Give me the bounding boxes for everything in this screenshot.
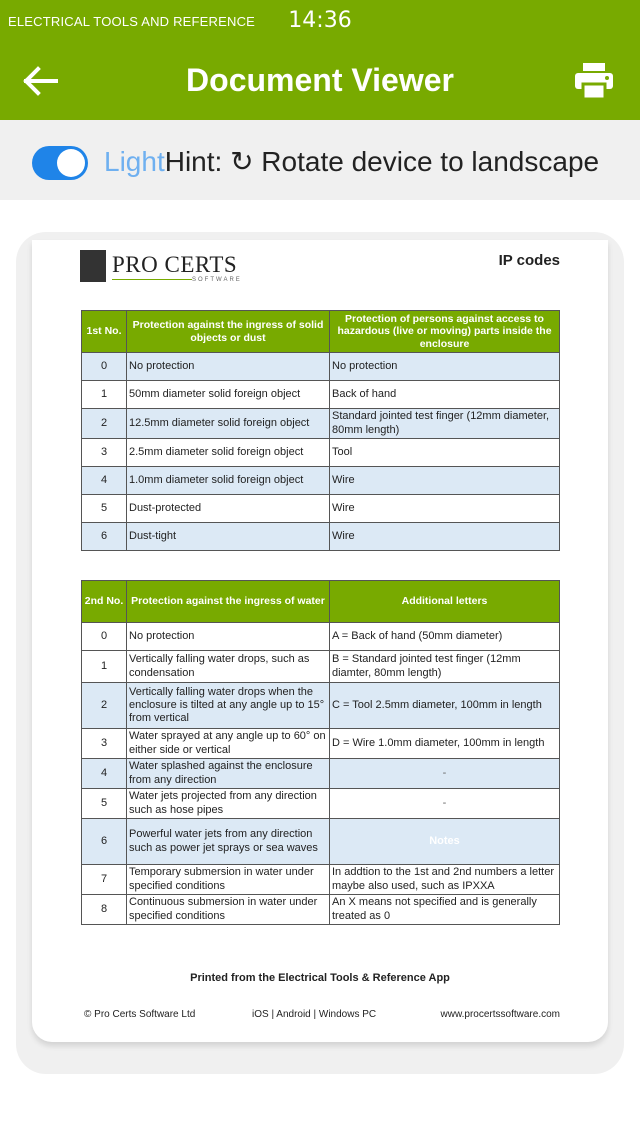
page-title: Document Viewer	[186, 62, 454, 98]
table-cell: Dust-protected	[127, 495, 330, 523]
logo-rule	[112, 279, 192, 280]
table-cell: Wire	[330, 467, 560, 495]
row-number: 0	[82, 623, 127, 651]
status-clock: 14:36	[288, 8, 352, 33]
logo-text: PRO CERTS	[112, 252, 238, 277]
row-number: 6	[82, 523, 127, 551]
row-number: 2	[82, 409, 127, 439]
table-cell: 12.5mm diameter solid foreign object	[127, 409, 330, 439]
ip-second-digit-table	[81, 580, 560, 925]
logo-subtext: SOFTWARE	[192, 277, 242, 283]
table-row	[82, 409, 560, 439]
row-number: 5	[82, 495, 127, 523]
table-cell: Water sprayed at any angle up to 60° on either side or vertical	[127, 729, 330, 759]
table-cell: -	[330, 789, 560, 819]
col-header: Additional letters	[330, 581, 560, 623]
table-cell: Water splashed against the enclosure from any direction	[127, 759, 330, 789]
row-number: 1	[82, 381, 127, 409]
table-cell: Tool	[330, 439, 560, 467]
table-row	[82, 865, 560, 895]
table-cell: Wire	[330, 495, 560, 523]
table-row	[82, 623, 560, 651]
table-header-row	[82, 311, 560, 353]
row-number: 4	[82, 759, 127, 789]
table-cell: Continuous submersion in water under specified conditions	[127, 895, 330, 925]
row-number: 6	[82, 819, 127, 865]
table-cell: Water jets projected from any direction such as hose pipes	[127, 789, 330, 819]
ip-first-digit-table	[81, 310, 560, 551]
table-row	[82, 495, 560, 523]
table-row	[82, 651, 560, 683]
row-number: 1	[82, 651, 127, 683]
table-cell: 1.0mm diameter solid foreign object	[127, 467, 330, 495]
table-cell: Powerful water jets from any direction such as power jet sprays or sea waves	[127, 819, 330, 865]
status-bar	[0, 0, 640, 42]
table-cell: Back of hand	[330, 381, 560, 409]
platforms-text: iOS | Android | Windows PC	[252, 1009, 377, 1020]
table-row	[82, 683, 560, 729]
table-cell: 50mm diameter solid foreign object	[127, 381, 330, 409]
print-button[interactable]	[574, 62, 614, 100]
table-header-row	[82, 581, 560, 623]
lightning-icon	[80, 250, 106, 282]
rotate-hint: Hint: ↻ Rotate device to landscape	[164, 146, 600, 177]
row-number: 0	[82, 353, 127, 381]
website-text: www.procertssoftware.com	[440, 1009, 560, 1020]
table-row	[82, 467, 560, 495]
table-row	[82, 381, 560, 409]
table-row	[82, 789, 560, 819]
toggle-knob	[57, 149, 85, 177]
printer-icon	[574, 62, 614, 100]
col-header: Protection of persons against access to hazardous (live or moving) parts inside the enclosure	[330, 311, 560, 353]
light-toggle[interactable]	[32, 146, 88, 180]
pro-certs-logo	[80, 250, 250, 284]
table-cell: 2.5mm diameter solid foreign object	[127, 439, 330, 467]
row-number: 7	[82, 865, 127, 895]
row-number: 5	[82, 789, 127, 819]
row-number: 3	[82, 439, 127, 467]
table-cell: B = Standard jointed test finger (12mm diamter, 80mm length)	[330, 651, 560, 683]
table-row	[82, 895, 560, 925]
row-number: 2	[82, 683, 127, 729]
table-cell: In addtion to the 1st and 2nd numbers a letter maybe also used, such as IPXXA	[330, 865, 560, 895]
table-cell: No protection	[330, 353, 560, 381]
table-row	[82, 729, 560, 759]
table-row	[82, 819, 560, 865]
table-cell: Vertically falling water drops, such as condensation	[127, 651, 330, 683]
document-heading: IP codes	[498, 252, 560, 269]
table-cell: Standard jointed test finger (12mm diameter, 80mm length)	[330, 409, 560, 439]
row-number: 3	[82, 729, 127, 759]
table-row	[82, 353, 560, 381]
table-cell: No protection	[127, 623, 330, 651]
col-header: Protection against the ingress of solid objects or dust	[127, 311, 330, 353]
table-row	[82, 759, 560, 789]
table-cell: Vertically falling water drops when the enclosure is tilted at any angle up to 15° from vertical	[127, 683, 330, 729]
col-header: Protection against the ingress of water	[127, 581, 330, 623]
table-cell: Temporary submersion in water under specified conditions	[127, 865, 330, 895]
table-cell: Wire	[330, 523, 560, 551]
printed-from-note: Printed from the Electrical Tools & Reference App	[190, 972, 450, 984]
table-cell: Dust-tight	[127, 523, 330, 551]
table-cell: An X means not specified and is generally treated as 0	[330, 895, 560, 925]
table-cell: No protection	[127, 353, 330, 381]
table-cell: C = Tool 2.5mm diameter, 100mm in length	[330, 683, 560, 729]
table-cell: A = Back of hand (50mm diameter)	[330, 623, 560, 651]
carrier-label: ELECTRICAL TOOLS AND REFERENCE	[8, 14, 256, 29]
col-header: 1st No.	[82, 311, 127, 353]
app-bar	[0, 42, 640, 120]
table-row	[82, 523, 560, 551]
row-number: 8	[82, 895, 127, 925]
copyright-text: © Pro Certs Software Ltd	[84, 1009, 196, 1020]
light-toggle-label: Light	[104, 146, 165, 177]
table-cell: -	[330, 759, 560, 789]
table-cell: Notes	[330, 819, 560, 865]
col-header: 2nd No.	[82, 581, 127, 623]
row-number: 4	[82, 467, 127, 495]
table-cell: D = Wire 1.0mm diameter, 100mm in length	[330, 729, 560, 759]
table-row	[82, 439, 560, 467]
hint-text	[104, 145, 599, 178]
